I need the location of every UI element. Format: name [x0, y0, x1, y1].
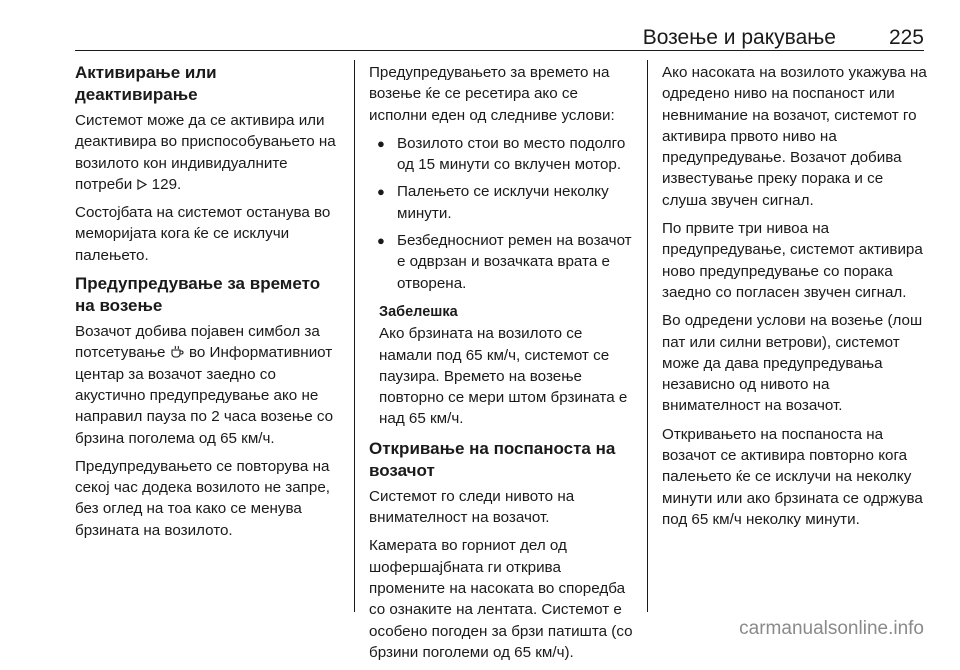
watermark: carmanualsonline.info	[739, 618, 924, 639]
section-heading-driving-time: Предупредување за времето на возење	[75, 274, 321, 316]
condition-list	[369, 133, 637, 294]
column-divider-2	[647, 60, 648, 612]
paragraph-text: во Информативниот центар за возачот заедно со акустично предупредување ако не направил пауза по 2 часа возење со брзина поголема од 65 км/ч.	[75, 344, 334, 447]
list-item: ● Безбедносниот ремен на возачот е одврзан и возачката врата е отворена.	[369, 230, 637, 294]
page-reference[interactable]: 129.	[151, 175, 182, 193]
page-number: 225	[888, 26, 924, 49]
paragraph: Предупредувањето се повторува на секој час додека возилото не запре, без оглед на тоа како се менува брзината на возилото.	[75, 457, 331, 539]
paragraph	[75, 321, 343, 449]
column-1	[75, 62, 343, 548]
section-heading-activation: Активирање или деактивирање	[75, 63, 217, 104]
paragraph: Во одредени услови на возење (лош пат или силни ветрови), системот може да дава предупредувања независно од нивото на внимателност на возачот.	[662, 312, 923, 415]
page-reference-arrow-icon	[136, 179, 147, 190]
header-divider	[75, 50, 924, 51]
paragraph-text: Возачот добива појавен симбол за потсетување	[75, 323, 320, 362]
paragraph: Ако насоката на возилото укажува на одредено ниво на поспаност или невнимание на возачот, системот го активира првото ниво на предупредување. Возачот добива известување преку порака и се слуша звучен сигнал.	[662, 64, 927, 209]
running-title: Возење и ракување	[642, 26, 836, 49]
note-title: Забелешка	[379, 303, 458, 320]
note-text: Ако брзината на возилото се намали под 65 км/ч, системот се паузира. Времето на возење повторно се мери штом брзината е над 65 км/ч.	[379, 325, 628, 428]
paragraph: Предупредувањето за времето на возење ќе се ресетира ако се исполни еден од следниве услови:	[369, 64, 615, 124]
paragraph: Состојбата на системот останува во меморијата кога ќе се исклучи палењето.	[75, 204, 331, 264]
note-box	[379, 302, 637, 430]
column-3	[662, 62, 930, 537]
paragraph: Системот го следи нивото на внимателност на возачот.	[369, 487, 575, 527]
coffee-cup-icon	[170, 345, 185, 359]
list-item: ● Возилото стои во место подолго од 15 минути со вклучен мотор.	[369, 133, 637, 176]
paragraph	[75, 110, 343, 195]
paragraph: По првите три нивоа на предупредување, системот активира ново предупредување со порака заедно со погласен звучен сигнал.	[662, 220, 923, 301]
column-divider-1	[354, 60, 355, 612]
paragraph: Откривањето на поспаноста на возачот се активира повторно кога палењето ќе се исклучи на неколку минути или ако брзината се одржува под 65 км/ч неколку минути.	[662, 425, 923, 528]
list-item: ● Палењето се исклучи неколку минути.	[369, 181, 637, 224]
column-2	[369, 62, 637, 670]
section-heading-drowsiness: Откривање на поспаноста на возачот	[369, 438, 616, 480]
paragraph-text: Системот може да се активира или деактивира во приспособувањето на возилото кон индивидуалните потреби	[75, 112, 336, 193]
page-header	[0, 0, 960, 50]
paragraph: Камерата во горниот дел од шофершајбната ги открива промените на насоката во споредба со ознаките на лентата. Системот е особено погоден за брзи патишта (со брзини поголеми од 65 км/ч).	[369, 537, 633, 661]
